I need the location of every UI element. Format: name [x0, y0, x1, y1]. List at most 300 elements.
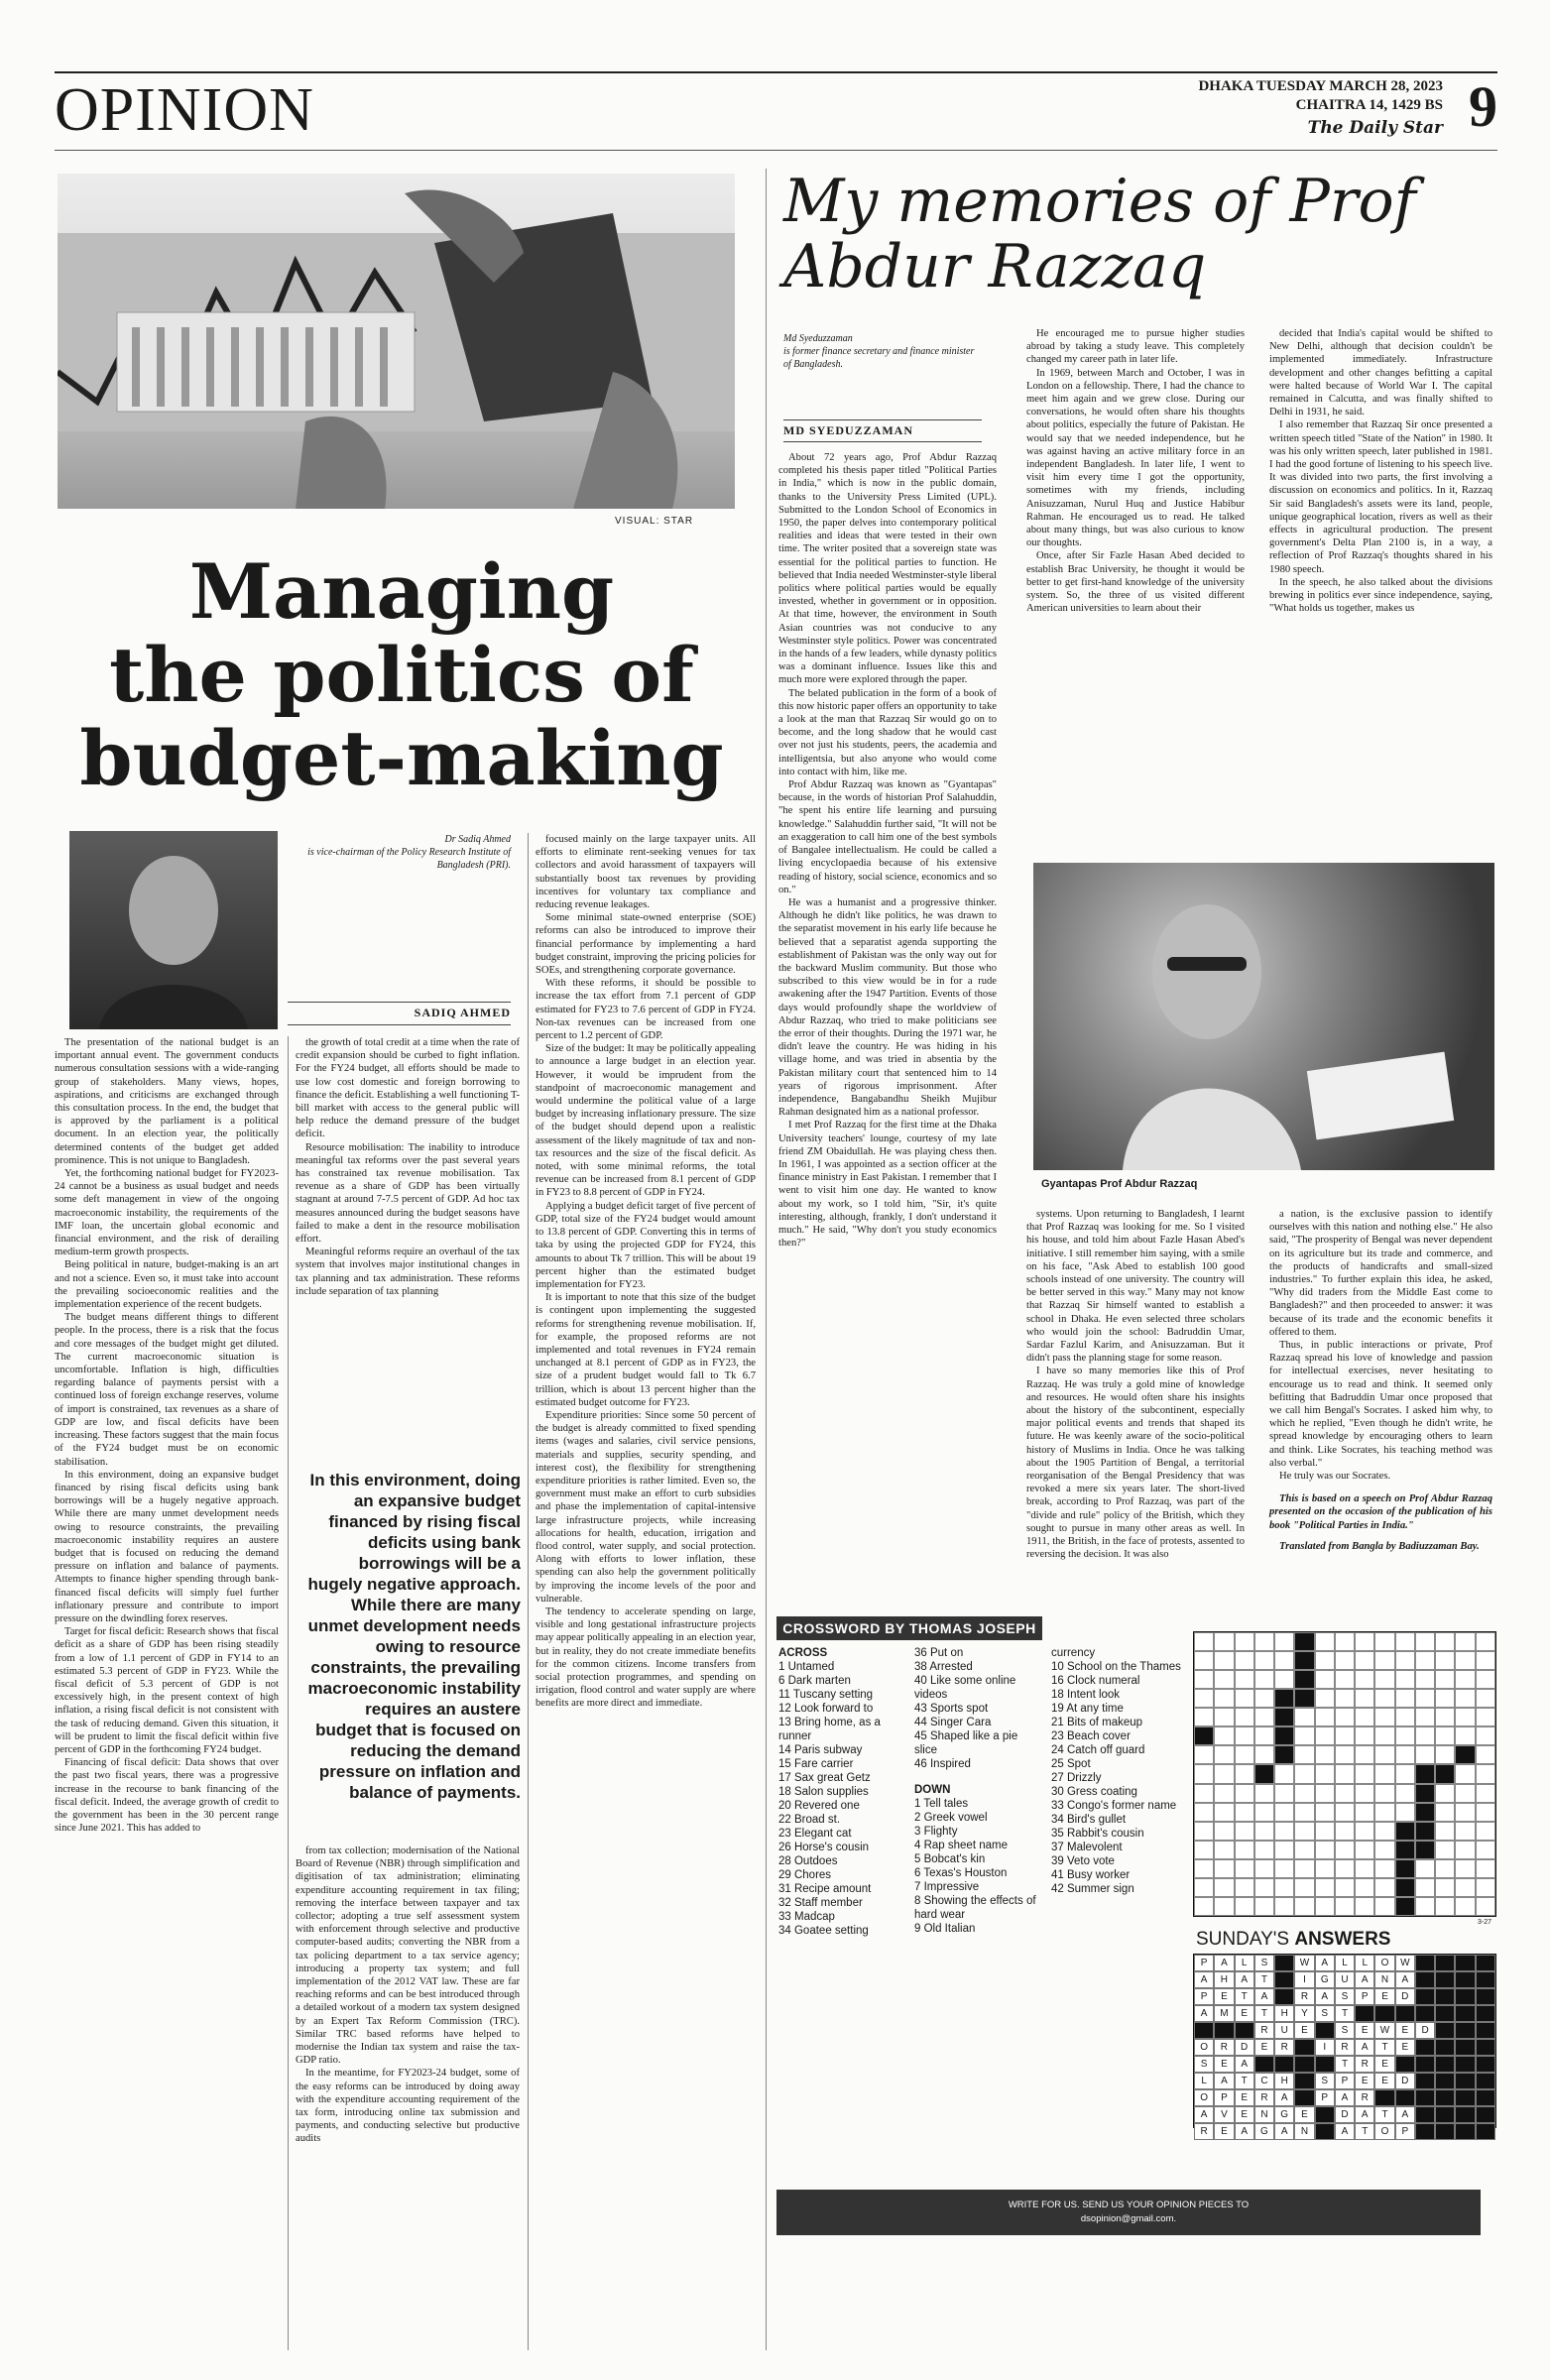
crossword-cell: [1395, 1859, 1415, 1878]
crossword-cell[interactable]: [1235, 1689, 1254, 1708]
answer-cell: [1274, 1971, 1294, 1988]
crossword-cell[interactable]: [1455, 1689, 1475, 1708]
crossword-cell[interactable]: [1294, 1878, 1314, 1897]
crossword-cell[interactable]: [1254, 1745, 1274, 1764]
crossword-cell[interactable]: [1455, 1670, 1475, 1689]
clue: 18 Intent look: [1051, 1689, 1121, 1701]
answer-cell: [1315, 2022, 1335, 2039]
crossword-cell: [1415, 1841, 1435, 1859]
crossword-cell[interactable]: [1476, 1897, 1495, 1916]
crossword-cell[interactable]: [1214, 1708, 1234, 1726]
crossword-cell[interactable]: [1315, 1897, 1335, 1916]
crossword-cell[interactable]: [1274, 1670, 1294, 1689]
answer-cell: S: [1194, 2056, 1214, 2073]
crossword-cell: [1274, 1689, 1294, 1708]
crossword-cell[interactable]: [1254, 1878, 1274, 1897]
crossword-cell[interactable]: [1435, 1822, 1455, 1841]
crossword-cell[interactable]: [1294, 1822, 1314, 1841]
answer-cell: V: [1214, 2106, 1234, 2123]
crossword-cell[interactable]: [1274, 1651, 1294, 1670]
crossword-cell[interactable]: [1455, 1726, 1475, 1745]
crossword-cell[interactable]: [1395, 1651, 1415, 1670]
crossword-cell[interactable]: [1395, 1708, 1415, 1726]
crossword-cell[interactable]: [1415, 1651, 1435, 1670]
crossword-cell[interactable]: [1194, 1841, 1214, 1859]
crossword-cell[interactable]: [1214, 1689, 1234, 1708]
crossword-cell[interactable]: [1415, 1726, 1435, 1745]
crossword-cell[interactable]: [1194, 1651, 1214, 1670]
crossword-cell[interactable]: [1254, 1859, 1274, 1878]
crossword-cell[interactable]: [1455, 1822, 1475, 1841]
crossword-cell[interactable]: [1315, 1859, 1335, 1878]
crossword-cell[interactable]: [1315, 1745, 1335, 1764]
crossword-cell[interactable]: [1435, 1859, 1455, 1878]
crossword-cell[interactable]: [1335, 1708, 1355, 1726]
crossword-cell[interactable]: [1415, 1878, 1435, 1897]
crossword-cell[interactable]: [1194, 1745, 1214, 1764]
crossword-cell[interactable]: [1374, 1670, 1394, 1689]
crossword-cell[interactable]: [1395, 1803, 1415, 1822]
crossword-cell[interactable]: [1315, 1764, 1335, 1783]
answer-cell: [1294, 2056, 1314, 2073]
crossword-cell[interactable]: [1315, 1651, 1335, 1670]
crossword-cell[interactable]: [1214, 1726, 1234, 1745]
crossword-grid[interactable]: [1193, 1631, 1496, 1917]
paragraph: Applying a budget deficit target of five percent of GDP, total size of the FY24 budget would amount to 13.8 percent of GDP. Converting this in terms of taka by using the projected GDP for FY24, this amounts to about Tk 7 trillion. This will be about 19 percent higher than the estimated budget implementation for FY23.: [536, 1200, 756, 1290]
crossword-cell[interactable]: [1374, 1822, 1394, 1841]
answer-cell: E: [1214, 1988, 1234, 2005]
crossword-cell[interactable]: [1335, 1822, 1355, 1841]
answer-cell: D: [1415, 2022, 1435, 2039]
answer-cell: W: [1395, 1955, 1415, 1971]
answer-cell: U: [1335, 1971, 1355, 1988]
answer-cell: O: [1374, 1955, 1394, 1971]
crossword-cell[interactable]: [1455, 1651, 1475, 1670]
crossword-cell[interactable]: [1374, 1897, 1394, 1916]
crossword-cell[interactable]: [1374, 1651, 1394, 1670]
paragraph: Prof Abdur Razzaq was known as "Gyantapas" because, in the words of historian Prof Salahuddin, "he spent his entire life learning and pursuing knowledge." Salahuddin further said, "It will not be an exaggeration to call him one of the best symbols of Bangalee intellectualism. He could be called a living encyclopaedia because of his extensive reading of history, social science, economics and so on.": [778, 779, 997, 895]
crossword-cell[interactable]: [1355, 1670, 1374, 1689]
crossword-cell[interactable]: [1415, 1745, 1435, 1764]
crossword-cell[interactable]: [1374, 1726, 1394, 1745]
crossword-cell[interactable]: [1214, 1651, 1234, 1670]
crossword-cell[interactable]: [1435, 1726, 1455, 1745]
answer-cell: [1455, 2073, 1475, 2089]
crossword-cell[interactable]: [1415, 1632, 1435, 1651]
crossword-cell[interactable]: [1415, 1859, 1435, 1878]
crossword-cell[interactable]: [1235, 1632, 1254, 1651]
crossword-cell[interactable]: [1194, 1897, 1214, 1916]
crossword-cell[interactable]: [1335, 1726, 1355, 1745]
crossword-cell[interactable]: [1435, 1841, 1455, 1859]
crossword-cell[interactable]: [1294, 1897, 1314, 1916]
crossword-cell[interactable]: [1374, 1632, 1394, 1651]
crossword-cell[interactable]: [1214, 1784, 1234, 1803]
paragraph: In this environment, doing an expansive budget financed by rising fiscal deficits using bank borrowings will be a hugely negative approach. While there are many unmet development needs owing to resource constraints, the prevailing macroeconomic instability requires an austere budget that is focused on reducing the demand pressure on inflation and balance of payments. Attempts to finance higher spending through bank-financed fiscal deficits will simply fuel further inflationary pressure and contribute to import pressure on the dwindling forex reserves.: [55, 1469, 279, 1624]
crossword-cell[interactable]: [1476, 1878, 1495, 1897]
crossword-cell[interactable]: [1355, 1878, 1374, 1897]
crossword-cell[interactable]: [1294, 1784, 1314, 1803]
across-heading: ACROSS: [778, 1647, 828, 1659]
crossword-cell[interactable]: [1194, 1632, 1214, 1651]
crossword-cell[interactable]: [1335, 1897, 1355, 1916]
crossword-cell: [1254, 1764, 1274, 1783]
clue: 28 Outdoes: [778, 1855, 838, 1867]
answer-cell: L: [1335, 1955, 1355, 1971]
answer-cell: T: [1254, 1971, 1274, 1988]
crossword-cell[interactable]: [1214, 1878, 1234, 1897]
crossword-cell[interactable]: [1214, 1841, 1234, 1859]
crossword-cell[interactable]: [1435, 1670, 1455, 1689]
answer-cell: A: [1355, 2106, 1374, 2123]
paragraph: Meaningful reforms require an overhaul of the tax system that involves major institutional changes in tax planning and tax administration. These reforms include separation of tax planning: [296, 1247, 520, 1297]
crossword-cell[interactable]: [1254, 1822, 1274, 1841]
answer-cell: A: [1254, 1988, 1274, 2005]
crossword-cell[interactable]: [1355, 1726, 1374, 1745]
answers-title: [1196, 1929, 1390, 1951]
crossword-cell[interactable]: [1355, 1841, 1374, 1859]
crossword-cell[interactable]: [1476, 1726, 1495, 1745]
answer-cell: E: [1374, 2073, 1394, 2089]
crossword-cell[interactable]: [1214, 1897, 1234, 1916]
crossword-cell[interactable]: [1274, 1878, 1294, 1897]
clues-across-1: [778, 1646, 907, 1938]
answer-cell: T: [1374, 2039, 1394, 2056]
crossword-cell[interactable]: [1395, 1689, 1415, 1708]
crossword-cell[interactable]: [1194, 1670, 1214, 1689]
crossword-cell[interactable]: [1415, 1897, 1435, 1916]
paragraph: Target for fiscal deficit: Research shows that fiscal deficit as a share of GDP has been rising steadily from a low of 1.1 percent of GDP in FY14 to an estimated 5.3 percent of GDP in FY23. While the fiscal deficit of 5.3 percent of GDP is not excessively high, in the present context of high inflation, a rising fiscal deficit is not consistent with the task of reducing demand. Given this situation, it will be prudent to limit the fiscal deficit within five percent of GDP in the forthcoming FY24 budget.: [55, 1626, 279, 1755]
author-byline: SADIQ AHMED: [288, 1002, 511, 1025]
crossword-cell[interactable]: [1374, 1708, 1394, 1726]
paragraph: He encouraged me to pursue higher studies abroad by taking a study leave. This completely changed my career path in later life.: [1026, 328, 1245, 366]
clue: 45 Shaped like a pie slice: [914, 1730, 1018, 1756]
crossword-cell[interactable]: [1435, 1784, 1455, 1803]
crossword-cell[interactable]: [1235, 1726, 1254, 1745]
crossword-cell[interactable]: [1395, 1726, 1415, 1745]
crossword-cell[interactable]: [1395, 1784, 1415, 1803]
crossword-cell[interactable]: [1315, 1822, 1335, 1841]
crossword-cell[interactable]: [1476, 1822, 1495, 1841]
crossword-cell[interactable]: [1235, 1841, 1254, 1859]
answer-cell: N: [1294, 2123, 1314, 2140]
clue: 5 Bobcat's kin: [914, 1853, 986, 1865]
author-name: Dr Sadiq Ahmed: [444, 834, 511, 845]
crossword-cell[interactable]: [1315, 1803, 1335, 1822]
crossword-cell[interactable]: [1335, 1841, 1355, 1859]
answer-cell: P: [1315, 2089, 1335, 2106]
crossword-cell[interactable]: [1235, 1651, 1254, 1670]
crossword-cell[interactable]: [1254, 1726, 1274, 1745]
crossword-cell[interactable]: [1315, 1878, 1335, 1897]
crossword-cell[interactable]: [1235, 1784, 1254, 1803]
answer-cell: [1455, 1988, 1475, 2005]
crossword-cell[interactable]: [1254, 1632, 1274, 1651]
crossword-cell[interactable]: [1395, 1764, 1415, 1783]
answer-cell: E: [1294, 2022, 1314, 2039]
clue: 35 Rabbit's cousin: [1051, 1828, 1144, 1840]
answer-cell: R: [1214, 2039, 1234, 2056]
crossword-cell[interactable]: [1214, 1670, 1234, 1689]
crossword-cell[interactable]: [1335, 1670, 1355, 1689]
crossword-cell[interactable]: [1374, 1689, 1394, 1708]
crossword-cell[interactable]: [1254, 1803, 1274, 1822]
clue: 14 Paris subway: [778, 1744, 863, 1756]
answer-cell: T: [1335, 2005, 1355, 2022]
answer-cell: [1315, 2123, 1335, 2140]
crossword-cell[interactable]: [1415, 1689, 1435, 1708]
crossword-cell[interactable]: [1194, 1784, 1214, 1803]
answer-cell: E: [1235, 2005, 1254, 2022]
crossword-cell[interactable]: [1435, 1632, 1455, 1651]
crossword-cell[interactable]: [1455, 1803, 1475, 1822]
crossword-cell[interactable]: [1194, 1878, 1214, 1897]
crossword-cell[interactable]: [1315, 1632, 1335, 1651]
answer-cell: A: [1315, 1988, 1335, 2005]
crossword-cell[interactable]: [1435, 1897, 1455, 1916]
crossword-cell[interactable]: [1355, 1784, 1374, 1803]
crossword-cell[interactable]: [1235, 1859, 1254, 1878]
crossword-cell[interactable]: [1315, 1670, 1335, 1689]
crossword-cell[interactable]: [1335, 1689, 1355, 1708]
crossword-cell[interactable]: [1415, 1708, 1435, 1726]
answer-cell: A: [1274, 2123, 1294, 2140]
crossword-cell[interactable]: [1374, 1878, 1394, 1897]
crossword-cell[interactable]: [1235, 1764, 1254, 1783]
crossword-cell[interactable]: [1435, 1689, 1455, 1708]
crossword-cell: [1415, 1822, 1435, 1841]
crossword-cell[interactable]: [1355, 1708, 1374, 1726]
crossword-cell: [1455, 1745, 1475, 1764]
crossword-cell[interactable]: [1435, 1878, 1455, 1897]
crossword-cell[interactable]: [1194, 1764, 1214, 1783]
crossword-cell[interactable]: [1254, 1841, 1274, 1859]
crossword-cell[interactable]: [1315, 1784, 1335, 1803]
answer-cell: D: [1395, 2073, 1415, 2089]
answer-cell: P: [1335, 2073, 1355, 2089]
crossword-cell[interactable]: [1395, 1632, 1415, 1651]
clue: 20 Revered one: [778, 1800, 860, 1812]
crossword-cell: [1294, 1689, 1314, 1708]
crossword-cell[interactable]: [1476, 1784, 1495, 1803]
crossword-cell[interactable]: [1254, 1670, 1274, 1689]
crossword-cell[interactable]: [1214, 1764, 1234, 1783]
crossword-cell[interactable]: [1374, 1784, 1394, 1803]
crossword-cell[interactable]: [1294, 1745, 1314, 1764]
crossword-cell[interactable]: [1274, 1803, 1294, 1822]
paragraph: I met Prof Razzaq for the first time at the Dhaka University teachers' lounge, courtesy of my late friend ZM Obaidullah. He was playing chess then. In 1961, I was appointed as a section officer at the finance ministry in East Pakistan. I remember that I went to visit him one day. He wanted to know about my work, so I told him, "Sir, it's quite interesting, although, frankly, I don't understand it much." He said, "Why don't you study economics then?": [778, 1120, 997, 1250]
left-column-2a: [296, 1036, 520, 1298]
answer-cell: M: [1214, 2005, 1234, 2022]
crossword-cell[interactable]: [1476, 1689, 1495, 1708]
crossword-cell[interactable]: [1194, 1803, 1214, 1822]
clue: 6 Dark marten: [778, 1675, 851, 1687]
answer-cell: [1435, 1988, 1455, 2005]
paragraph: from tax collection; modernisation of the National Board of Revenue (NBR) through simplification and digitisation of tax administration; eliminating expenditure accounting requirement in tax filing; removing the interface between taxpayer and tax collector; adopting a true self assessment system with enforcement through selective and productive computer-based audits; converting the NBR from a tax policing department to a tax service agency; introducing a property tax system; and full implementation of the 2012 VAT law. These are far reaching reforms and can be best introduced through a detailed workout of a modern tax system designed by an Expert Tax Reform Commission (TRC). Similar TRC based reforms have helped to modernise the Indian tax system and raise the tax-GDP ratio.: [296, 1845, 520, 2067]
crossword-cell[interactable]: [1294, 1764, 1314, 1783]
clue: 23 Beach cover: [1051, 1730, 1131, 1742]
crossword-cell: [1194, 1726, 1214, 1745]
crossword-cell[interactable]: [1274, 1897, 1294, 1916]
answer-cell: R: [1355, 2089, 1374, 2106]
answer-cell: R: [1335, 2039, 1355, 2056]
clue: 24 Catch off guard: [1051, 1744, 1145, 1756]
crossword-cell[interactable]: [1214, 1859, 1234, 1878]
paragraph: Thus, in public interactions or private, Prof Razzaq spread his love of knowledge and passion for intellectual exercises, never hesitating to encourage us to read and think. It seemed only befitting that Badruddin Umar once proposed that we call him Bengal's Socrates. I asked him why, to which he replied, "Even though he didn't write, he spread knowledge by encouraging others to learn and think. Like Socrates, his teaching method was also verbal.": [1269, 1340, 1492, 1469]
crossword-cell[interactable]: [1335, 1632, 1355, 1651]
crossword-cell[interactable]: [1355, 1745, 1374, 1764]
answer-cell: [1455, 2056, 1475, 2073]
crossword-cell[interactable]: [1455, 1764, 1475, 1783]
crossword-cell[interactable]: [1294, 1841, 1314, 1859]
answer-cell: A: [1315, 1955, 1335, 1971]
crossword-cell[interactable]: [1335, 1859, 1355, 1878]
crossword-cell[interactable]: [1374, 1841, 1394, 1859]
crossword-cell[interactable]: [1235, 1822, 1254, 1841]
crossword-cell[interactable]: [1476, 1632, 1495, 1651]
crossword-cell[interactable]: [1476, 1651, 1495, 1670]
crossword-cell[interactable]: [1355, 1822, 1374, 1841]
crossword-cell[interactable]: [1335, 1651, 1355, 1670]
crossword-cell[interactable]: [1335, 1784, 1355, 1803]
crossword-cell[interactable]: [1235, 1745, 1254, 1764]
crossword-cell[interactable]: [1274, 1764, 1294, 1783]
crossword-cell[interactable]: [1455, 1878, 1475, 1897]
crossword-cell[interactable]: [1355, 1859, 1374, 1878]
footer-email[interactable]: dsopinion@gmail.com.: [1080, 2213, 1177, 2224]
crossword-cell[interactable]: [1214, 1803, 1234, 1822]
crossword-cell[interactable]: [1455, 1841, 1475, 1859]
crossword-cell[interactable]: [1374, 1745, 1394, 1764]
crossword-cell[interactable]: [1294, 1708, 1314, 1726]
down-heading: DOWN: [914, 1784, 951, 1796]
author-description: is former finance secretary and finance minister of Bangladesh.: [783, 346, 975, 370]
answer-cell: H: [1214, 1971, 1234, 1988]
crossword-cell[interactable]: [1235, 1897, 1254, 1916]
crossword-cell[interactable]: [1335, 1745, 1355, 1764]
crossword-cell[interactable]: [1194, 1822, 1214, 1841]
crossword-cell[interactable]: [1476, 1841, 1495, 1859]
crossword-cell[interactable]: [1274, 1632, 1294, 1651]
crossword-cell[interactable]: [1476, 1708, 1495, 1726]
crossword-cell[interactable]: [1294, 1859, 1314, 1878]
answer-cell: [1254, 2056, 1274, 2073]
answer-cell: E: [1294, 2106, 1314, 2123]
answer-cell: [1374, 2005, 1394, 2022]
crossword-cell[interactable]: [1274, 1784, 1294, 1803]
crossword-cell[interactable]: [1274, 1859, 1294, 1878]
paragraph: He was a humanist and a progressive thinker. Although he didn't like politics, he was drawn to the separatist movement in his early life because he believed that a separatist agenda supporting the establishment of Pakistan was the only way out for the backward Muslim community. But those who subscribed to this view would be in for a rude awakening after the 1947 Partition. Events of those days would profoundly shape the worldview of Abdur Razzaq, who tried to make politicians see the error of their thoughts. During the 1971 war, he didn't leave the country. He was hiding in his village home, and was tried in absentia by the Pakistan military court that sentenced him to 14 years of rigorous imprisonment. After independence, Bangabandhu Sheikh Mujibur Rahman designated him as a national professor.: [778, 896, 997, 1119]
crossword-cell[interactable]: [1315, 1689, 1335, 1708]
crossword-cell[interactable]: [1294, 1803, 1314, 1822]
crossword-cell[interactable]: [1355, 1764, 1374, 1783]
answers-title-day: SUNDAY'S: [1196, 1929, 1290, 1950]
crossword-cell[interactable]: [1254, 1651, 1274, 1670]
crossword-cell[interactable]: [1415, 1670, 1435, 1689]
crossword-cell[interactable]: [1435, 1708, 1455, 1726]
crossword-cell[interactable]: [1254, 1784, 1274, 1803]
crossword-cell[interactable]: [1476, 1803, 1495, 1822]
crossword-cell[interactable]: [1476, 1764, 1495, 1783]
answer-cell: G: [1315, 1971, 1335, 1988]
paragraph: With these reforms, it should be possible to increase the tax effort from 7.1 percent of GDP estimated for FY23 to 7.6 percent of GDP in FY24. Non-tax revenues can be increased from one percent to 1.2 percent of GDP.: [536, 978, 756, 1042]
crossword-cell[interactable]: [1214, 1822, 1234, 1841]
clue: 33 Congo's former name: [1051, 1800, 1177, 1812]
crossword-cell[interactable]: [1435, 1803, 1455, 1822]
crossword-cell[interactable]: [1194, 1859, 1214, 1878]
answer-cell: [1435, 2005, 1455, 2022]
crossword-cell[interactable]: [1355, 1689, 1374, 1708]
left-column-2b: [296, 1844, 520, 2146]
crossword-cell[interactable]: [1455, 1859, 1475, 1878]
answer-cell: [1455, 2022, 1475, 2039]
crossword-cell[interactable]: [1294, 1726, 1314, 1745]
crossword-cell[interactable]: [1315, 1841, 1335, 1859]
crossword-cell[interactable]: [1254, 1897, 1274, 1916]
left-column-1: [55, 1036, 279, 1835]
crossword-cell[interactable]: [1455, 1632, 1475, 1651]
crossword-cell[interactable]: [1194, 1689, 1214, 1708]
answer-cell: [1476, 2123, 1495, 2140]
crossword-cell[interactable]: [1254, 1689, 1274, 1708]
crossword-cell[interactable]: [1476, 1859, 1495, 1878]
crossword-cell[interactable]: [1214, 1632, 1234, 1651]
crossword-cell[interactable]: [1476, 1670, 1495, 1689]
crossword-cell[interactable]: [1214, 1745, 1234, 1764]
left-headline-line: Managing: [188, 547, 615, 636]
crossword-cell[interactable]: [1335, 1764, 1355, 1783]
clue: 30 Gress coating: [1051, 1786, 1137, 1798]
crossword-cell[interactable]: [1455, 1784, 1475, 1803]
crossword-cell[interactable]: [1274, 1841, 1294, 1859]
answer-cell: O: [1374, 2123, 1394, 2140]
crossword-cell[interactable]: [1315, 1726, 1335, 1745]
crossword-cell[interactable]: [1395, 1745, 1415, 1764]
crossword-cell[interactable]: [1476, 1745, 1495, 1764]
crossword-cell[interactable]: [1235, 1803, 1254, 1822]
crossword-cell[interactable]: [1455, 1708, 1475, 1726]
crossword-cell[interactable]: [1374, 1859, 1394, 1878]
crossword-cell[interactable]: [1194, 1708, 1214, 1726]
answer-cell: [1476, 2039, 1495, 2056]
answer-cell: A: [1395, 1971, 1415, 1988]
right-column-3b: [1269, 1208, 1492, 1553]
crossword-cell[interactable]: [1395, 1670, 1415, 1689]
crossword-cell[interactable]: [1355, 1897, 1374, 1916]
crossword-cell[interactable]: [1374, 1803, 1394, 1822]
column-divider: [528, 833, 529, 2350]
clue: 32 Staff member: [778, 1897, 863, 1909]
crossword-cell[interactable]: [1235, 1878, 1254, 1897]
crossword-cell[interactable]: [1455, 1897, 1475, 1916]
crossword-cell[interactable]: [1274, 1822, 1294, 1841]
crossword-cell[interactable]: [1435, 1745, 1455, 1764]
crossword-cell[interactable]: [1335, 1878, 1355, 1897]
crossword-cell[interactable]: [1235, 1670, 1254, 1689]
crossword-cell[interactable]: [1435, 1651, 1455, 1670]
crossword-cell[interactable]: [1355, 1803, 1374, 1822]
clue: 3 Flighty: [914, 1826, 958, 1838]
answer-cell: [1435, 2106, 1455, 2123]
crossword-cell[interactable]: [1235, 1708, 1254, 1726]
crossword-cell[interactable]: [1335, 1803, 1355, 1822]
crossword-cell[interactable]: [1374, 1764, 1394, 1783]
crossword-cell[interactable]: [1254, 1708, 1274, 1726]
crossword-cell[interactable]: [1355, 1651, 1374, 1670]
answer-cell: [1274, 1988, 1294, 2005]
crossword-cell[interactable]: [1315, 1708, 1335, 1726]
crossword-cell[interactable]: [1355, 1632, 1374, 1651]
